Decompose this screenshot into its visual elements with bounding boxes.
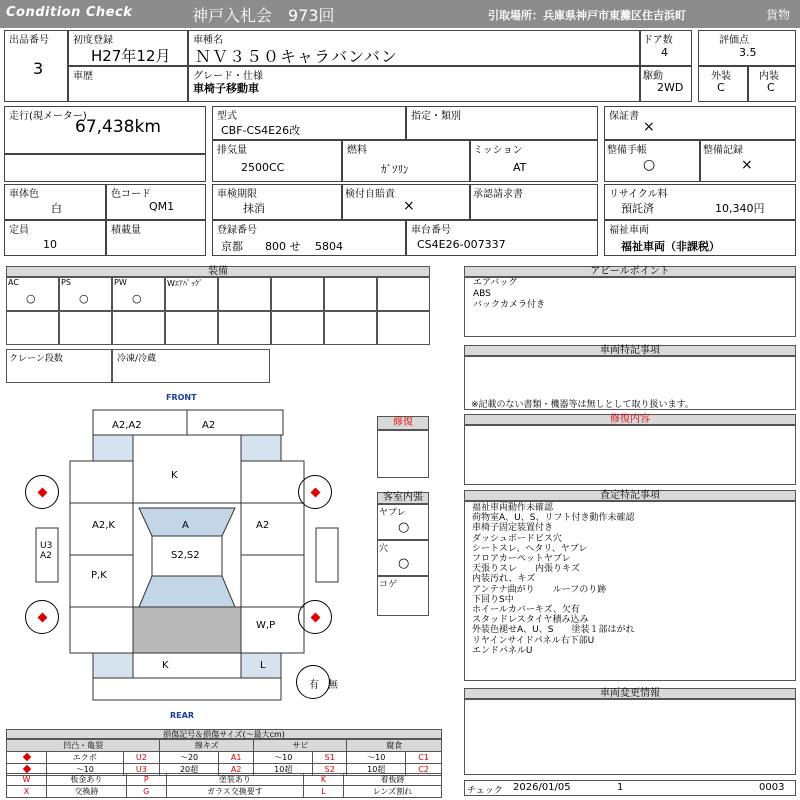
equip-ac bbox=[6, 277, 59, 311]
check-label: チェック bbox=[467, 786, 503, 796]
rear-label: REAR bbox=[170, 711, 194, 720]
code-letter: G bbox=[126, 786, 166, 798]
spare-tire-none: 無 bbox=[328, 680, 338, 691]
mark-hood: K bbox=[171, 470, 178, 481]
inspection-line: 内装汚れ、キズ bbox=[472, 574, 536, 585]
capacity-value: 10 bbox=[43, 238, 57, 251]
spec-box bbox=[406, 106, 598, 140]
legend-cell: エクボ bbox=[47, 752, 124, 764]
mark-front-left: A2,A2 bbox=[112, 420, 142, 431]
equip-cell bbox=[271, 311, 324, 345]
mileage-value: 67,438km bbox=[75, 117, 161, 137]
equip-cell bbox=[324, 277, 377, 311]
legend-header: 腐食 bbox=[347, 740, 442, 752]
appeal-title: アピールポイント bbox=[464, 266, 796, 277]
mark-rear-lamp: L bbox=[260, 660, 266, 671]
equip-cell bbox=[271, 277, 324, 311]
pickup-location: 引取場所：兵庫県神戸市東灘区住吉浜町 bbox=[488, 9, 686, 22]
int-label: 内装 bbox=[759, 71, 779, 82]
int-grade: C bbox=[767, 81, 775, 94]
spare-tire-label: 有 bbox=[309, 680, 319, 691]
changes-box bbox=[464, 699, 796, 775]
cabin-title: 客室内張 bbox=[377, 492, 429, 504]
color-value: 白 bbox=[51, 202, 62, 215]
inspection-line: 外装色褪せA、U、S 塗装１部はがれ bbox=[472, 625, 635, 636]
colorcode-box bbox=[106, 184, 206, 220]
equip-cell bbox=[377, 311, 430, 345]
cabin-yabure-mark: ○ bbox=[398, 520, 410, 535]
doors-label: ドア数 bbox=[643, 35, 673, 46]
chassis-value: CS4E26-007337 bbox=[417, 238, 506, 251]
equip-airbag-label: Wｴｱﾊﾞｯｸﾞ bbox=[167, 279, 203, 288]
plate-value: 京都 800 せ 5804 bbox=[221, 240, 343, 253]
doors-value: 4 bbox=[661, 46, 668, 59]
equip-pw bbox=[112, 277, 165, 311]
record-value: × bbox=[741, 157, 753, 173]
manual-label: 整備手帳 bbox=[607, 145, 647, 156]
equip-ps bbox=[59, 277, 112, 311]
legend-cell: 〜10 bbox=[347, 752, 406, 764]
ext-label: 外装 bbox=[711, 71, 731, 82]
footer-bar bbox=[464, 780, 796, 796]
record-label: 整備記録 bbox=[703, 145, 743, 156]
code-desc: 塗装あり bbox=[166, 774, 303, 786]
legend-code: C2 bbox=[406, 764, 442, 776]
model-name: ＮＶ３５０キャラバンバン bbox=[195, 47, 398, 66]
code-letter: K bbox=[303, 774, 343, 786]
code-letter: W bbox=[7, 774, 47, 786]
code-desc: 交換跡 bbox=[47, 786, 127, 798]
fuel-value: ｶﾞｿﾘﾝ bbox=[381, 163, 409, 176]
wheel-front-right bbox=[298, 475, 332, 509]
equip-ac-label: AC bbox=[8, 278, 19, 287]
code-letter: X bbox=[7, 786, 47, 798]
cabin-yabure-label: ヤブレ bbox=[379, 508, 406, 518]
repair-side-label: 修復 bbox=[377, 416, 429, 430]
legend-cell: 〜20 bbox=[160, 752, 219, 764]
crane-box bbox=[6, 349, 112, 383]
mark-rear-bumper: K bbox=[162, 660, 169, 671]
wheel-front-left bbox=[25, 475, 59, 509]
mission-label: ミッション bbox=[473, 145, 523, 156]
equip-cell bbox=[218, 277, 271, 311]
ext-box bbox=[698, 66, 748, 102]
manual-box bbox=[604, 140, 700, 182]
special-note: ※記載のない書類・機器等は無しとして取り扱います。 bbox=[471, 400, 694, 410]
code-table bbox=[6, 773, 442, 798]
cabin-koge-label: コゲ bbox=[379, 580, 398, 590]
cabin-ana-mark: ○ bbox=[398, 556, 410, 571]
inspection-line: 車椅子固定装置付き bbox=[472, 523, 554, 534]
manual-value: ○ bbox=[643, 157, 656, 173]
disp-value: 2500CC bbox=[241, 161, 285, 174]
legend-code: A1 bbox=[218, 752, 253, 764]
recycle-label: リサイクル料 bbox=[609, 189, 668, 200]
history-box bbox=[68, 66, 188, 102]
grade-label: グレード・仕様 bbox=[193, 71, 263, 82]
grade-box bbox=[188, 66, 640, 102]
equipment-title: 装備 bbox=[6, 266, 430, 277]
vehicle-class: 貨物 bbox=[766, 8, 791, 22]
equip-cell bbox=[112, 311, 165, 345]
equip-cell bbox=[165, 311, 218, 345]
check-seq: 1 bbox=[617, 782, 624, 793]
appeal-line: エアバッグ bbox=[473, 278, 518, 288]
cabin-yabure bbox=[377, 504, 429, 540]
type-label: 型式 bbox=[217, 111, 237, 122]
insurance-box bbox=[342, 184, 470, 220]
model-label: 車種名 bbox=[193, 35, 223, 46]
inspection-line: ダッシュボードビス穴 bbox=[472, 533, 562, 544]
code-letter: L bbox=[303, 786, 343, 798]
score-label: 評価点 bbox=[719, 35, 749, 46]
check-date: 2026/01/05 bbox=[513, 782, 571, 793]
plate-label: 登録番号 bbox=[217, 225, 257, 236]
recycle-status: 預託済 bbox=[621, 202, 654, 215]
warranty-value: × bbox=[643, 119, 655, 135]
legend-code: C1 bbox=[406, 752, 442, 764]
inspection-line: フロアカーペットヤブレ bbox=[472, 554, 571, 565]
welfare-box bbox=[604, 220, 796, 256]
cabin-ana bbox=[377, 540, 429, 576]
mark-left-rear-door: P,K bbox=[91, 570, 107, 581]
approve-box bbox=[470, 184, 598, 220]
legend-code: A2 bbox=[218, 764, 253, 776]
score-box bbox=[698, 30, 796, 66]
repair-side-box bbox=[377, 430, 429, 478]
legend-mark bbox=[7, 752, 47, 764]
equip-cell bbox=[6, 311, 59, 345]
mark-right-front-door: A2 bbox=[256, 520, 270, 531]
reg-label: 初度登録 bbox=[73, 35, 113, 46]
mileage-box bbox=[4, 106, 206, 154]
equip-pw-mark: ○ bbox=[132, 292, 142, 305]
insurance-label: 検付自賠責 bbox=[345, 189, 395, 200]
appeal-list bbox=[473, 278, 545, 311]
insurance-value: × bbox=[403, 198, 415, 214]
wheel-rear-left bbox=[25, 600, 59, 634]
ext-grade: C bbox=[717, 81, 725, 94]
approve-label: 承認請求書 bbox=[473, 189, 523, 200]
mark-left-front-door: A2,K bbox=[92, 520, 115, 531]
doors-box bbox=[640, 30, 692, 66]
legend-cell: 10超 bbox=[254, 764, 313, 776]
code-desc: 着板跡 bbox=[343, 774, 441, 786]
type-value: CBF-CS4E26改 bbox=[221, 124, 301, 137]
equip-airbag bbox=[165, 277, 218, 311]
auction-title: 神戸入札会 973回 bbox=[192, 6, 335, 25]
legend-cell: 20超 bbox=[160, 764, 219, 776]
inspection-line: シートスレ、ヘタリ、ヤブレ bbox=[472, 543, 588, 554]
changes-title: 車両変更情報 bbox=[464, 688, 796, 699]
type-box bbox=[212, 106, 406, 140]
header-bar bbox=[0, 0, 800, 28]
inspect-label: 車検期限 bbox=[217, 189, 257, 200]
inspection-line: 天張りスレ 内張りキズ bbox=[472, 564, 580, 575]
chassis-label: 車台番号 bbox=[411, 225, 451, 236]
equip-ps-label: PS bbox=[61, 278, 71, 287]
fuel-box bbox=[342, 140, 470, 182]
cabin-ana-label: 穴 bbox=[379, 544, 389, 554]
history-label: 車歴 bbox=[73, 71, 93, 82]
inspect-box bbox=[212, 184, 342, 220]
drive-box bbox=[640, 66, 692, 102]
plate-box bbox=[212, 220, 406, 256]
inspection-list bbox=[472, 503, 634, 656]
score-value: 3.5 bbox=[739, 46, 757, 59]
mission-box bbox=[470, 140, 598, 182]
int-box bbox=[748, 66, 796, 102]
load-box bbox=[106, 220, 206, 256]
grade-value: 車椅子移動車 bbox=[193, 82, 259, 95]
appeal-line: バックカメラ付き bbox=[473, 300, 546, 310]
mileage-label: 走行(現メーター) bbox=[9, 111, 87, 122]
inspection-line: スタッドレスタイヤ積み込み bbox=[472, 615, 589, 626]
legend-title: 損傷記号＆損傷サイズ(〜最大cm) bbox=[6, 729, 442, 739]
special-title: 車両特記事項 bbox=[464, 345, 796, 356]
warranty-box bbox=[604, 106, 796, 140]
cabin-koge bbox=[377, 576, 429, 616]
model-box bbox=[188, 30, 640, 66]
inspection-line: 荷物室A、U、S、リフト付き動作未確認 bbox=[472, 513, 635, 524]
mileage-sub bbox=[4, 154, 206, 182]
legend-cell: 〜10 bbox=[47, 764, 124, 776]
inspection-line: ホイールカバーキズ、欠有 bbox=[472, 605, 580, 616]
inspection-line: リヤインサイドパネル右下部U bbox=[472, 635, 595, 646]
disp-box bbox=[212, 140, 342, 182]
legend-header: 線キズ bbox=[160, 740, 254, 752]
equip-cell bbox=[218, 311, 271, 345]
special-box bbox=[464, 356, 796, 410]
equip-ps-mark: ○ bbox=[79, 292, 89, 305]
mission-value: AT bbox=[513, 161, 527, 174]
appeal-box bbox=[464, 277, 796, 337]
crane-label: クレーン段数 bbox=[9, 354, 63, 364]
code-desc: ガラス交換要す bbox=[166, 786, 303, 798]
legend-header: サビ bbox=[254, 740, 347, 752]
colorcode-label: 色コード bbox=[111, 189, 151, 200]
load-label: 積載量 bbox=[111, 225, 141, 236]
app-title: Condition Check bbox=[6, 5, 133, 20]
mark-right-rear: W,P bbox=[256, 620, 276, 631]
lot-label: 出品番号 bbox=[9, 35, 49, 46]
spare-tire-icon bbox=[296, 665, 330, 699]
fridge-label: 冷凍/冷蔵 bbox=[117, 354, 157, 364]
fridge-box bbox=[112, 349, 270, 383]
legend-header: 凹凸・亀裂 bbox=[7, 740, 160, 752]
check-number: 0003 bbox=[759, 782, 785, 793]
legend-code: U2 bbox=[123, 752, 160, 764]
capacity-label: 定員 bbox=[9, 225, 29, 236]
legend-cell: 〜10 bbox=[254, 752, 313, 764]
disp-label: 排気量 bbox=[217, 145, 247, 156]
mark-left-step: U3 A2 bbox=[40, 541, 53, 561]
inspection-line: アンテナ曲がり ルーフのり跡 bbox=[472, 584, 607, 595]
legend-cell: 10超 bbox=[347, 764, 406, 776]
equip-cell bbox=[377, 277, 430, 311]
fuel-label: 燃料 bbox=[347, 145, 367, 156]
record-box bbox=[700, 140, 796, 182]
repair-box bbox=[464, 425, 796, 485]
first-registration: H27年12月 bbox=[91, 47, 171, 65]
warranty-label: 保証書 bbox=[609, 111, 639, 122]
chassis-box bbox=[406, 220, 598, 256]
legend-code: U3 bbox=[123, 764, 160, 776]
code-desc: 板金あり bbox=[47, 774, 127, 786]
spec-label: 指定・類別 bbox=[411, 111, 461, 122]
recycle-amount: 10,340円 bbox=[715, 202, 765, 215]
equip-ac-mark: ○ bbox=[26, 292, 36, 305]
drive-label: 駆動 bbox=[643, 71, 663, 82]
code-letter: P bbox=[126, 774, 166, 786]
reg-box bbox=[68, 30, 188, 66]
color-label: 車体色 bbox=[9, 189, 39, 200]
repair-title: 修復内容 bbox=[464, 414, 796, 425]
color-box bbox=[4, 184, 106, 220]
inspect-value: 抹消 bbox=[243, 202, 265, 215]
front-label: FRONT bbox=[166, 393, 197, 402]
inspection-line: 福祉車両動作未確認 bbox=[472, 503, 554, 513]
code-desc: レンズ割れ bbox=[343, 786, 441, 798]
mark-roof: S2,S2 bbox=[171, 550, 200, 561]
equip-pw-label: PW bbox=[114, 278, 127, 287]
inspection-title: 査定特記事項 bbox=[464, 490, 796, 501]
welfare-label: 福祉車両 bbox=[609, 225, 649, 236]
lot-number: 3 bbox=[33, 59, 44, 78]
welfare-value: 福祉車両（非課税） bbox=[621, 240, 720, 253]
inspection-line: エンドパネルU bbox=[472, 645, 533, 656]
inspection-box bbox=[464, 501, 796, 681]
mark-windshield: A bbox=[182, 520, 189, 531]
capacity-box bbox=[4, 220, 106, 256]
mark-front-right: A2 bbox=[202, 420, 216, 431]
recycle-box bbox=[604, 184, 796, 220]
appeal-line: ABS bbox=[473, 289, 491, 299]
colorcode-value: QM1 bbox=[149, 200, 175, 213]
legend-table bbox=[6, 739, 442, 776]
equip-cell bbox=[324, 311, 377, 345]
inspection-line: 下回りS中 bbox=[472, 594, 514, 605]
wheel-rear-right bbox=[298, 600, 332, 634]
drive-value: 2WD bbox=[657, 81, 684, 94]
legend-code: S2 bbox=[313, 764, 347, 776]
lot-box bbox=[4, 30, 68, 102]
legend-code: S1 bbox=[313, 752, 347, 764]
equip-cell bbox=[59, 311, 112, 345]
